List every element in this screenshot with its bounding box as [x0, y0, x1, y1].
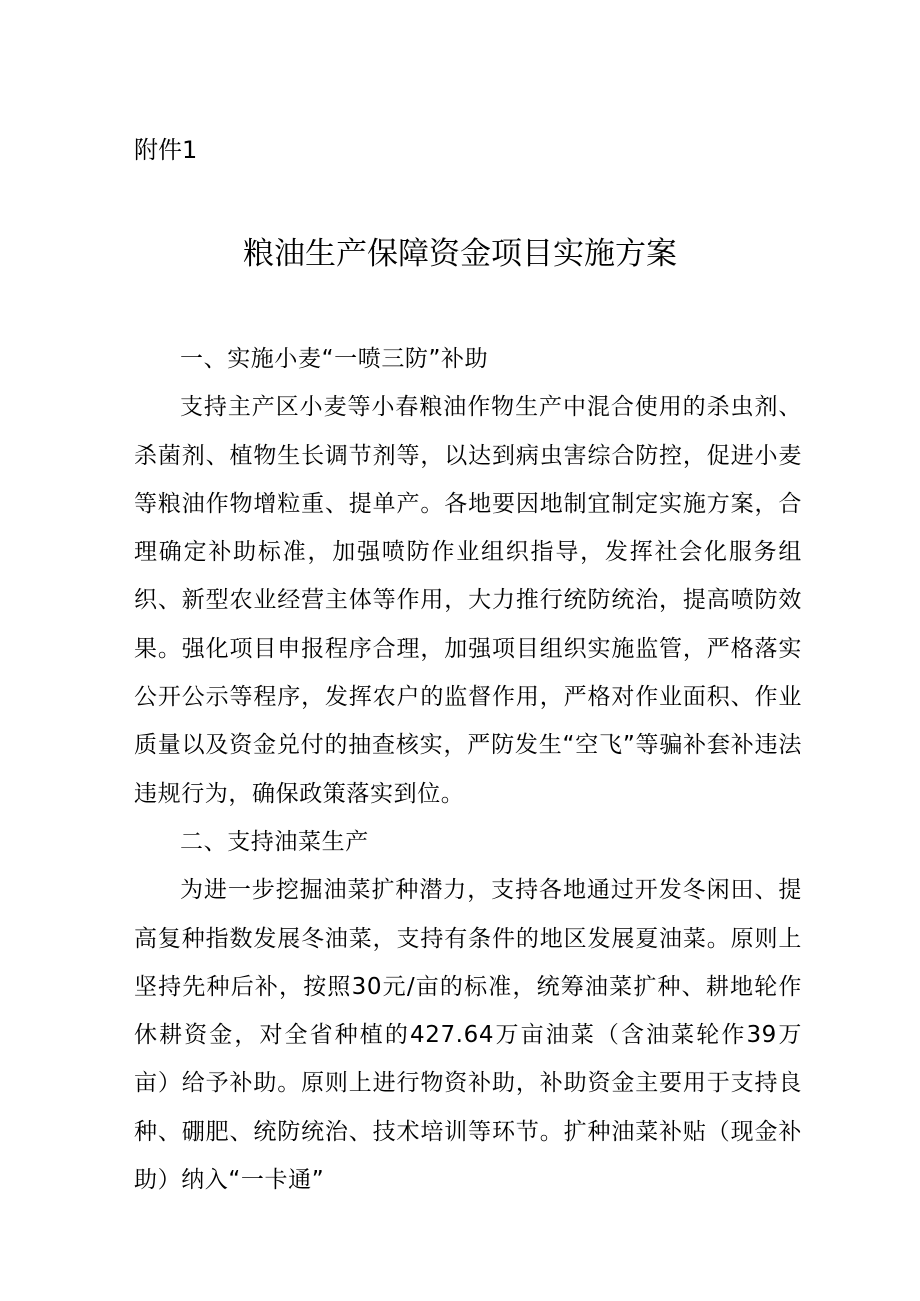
document-title: 粮油生产保障资金项目实施方案: [243, 236, 677, 272]
section-heading-1: 一、实施小麦“一喷三防”补助: [180, 346, 489, 372]
attachment-label: 附件1: [134, 136, 198, 164]
section-paragraph-2: 为进一步挖掘油菜扩种潜力，支持各地通过开发冬闲田、提高复种指数发展冬油菜，支持有条件的地区发展夏油菜。原则上坚持先种后补，按照30元/亩的标准，统筹油菜扩种、耕地轮作休耕资金，对全省种植的427.64万亩油菜（含油菜轮作39万亩）给予补助。原则上进行物资补助，补助资金主要用于支持良种、硼肥、统防统治、技术培训等环节。扩种油菜补贴（现金补助）纳入“一卡通”: [134, 877, 802, 1194]
section-heading-2: 二、支持油菜生产: [180, 828, 369, 855]
section-paragraph-1: 支持主产区小麦等小春粮油作物生产中混合使用的杀虫剂、杀菌剂、植物生长调节剂等，以达到病虫害综合防控，促进小麦等粮油作物增粒重、提单产。各地要因地制宜制定实施方案，合理确定补助标准，加强喷防作业组织指导，发挥社会化服务组织、新型农业经营主体等作用，大力推行统防统治，提高喷防效果。强化项目申报程序合理，加强项目组织实施监管，严格落实公开公示等程序，发挥农户的监督作用，严格对作业面积、作业质量以及资金兑付的抽查核实，严防发生“空飞”等骗补套补违法违规行为，确保政策落实到位。: [134, 394, 802, 807]
document-body: [134, 335, 802, 1204]
